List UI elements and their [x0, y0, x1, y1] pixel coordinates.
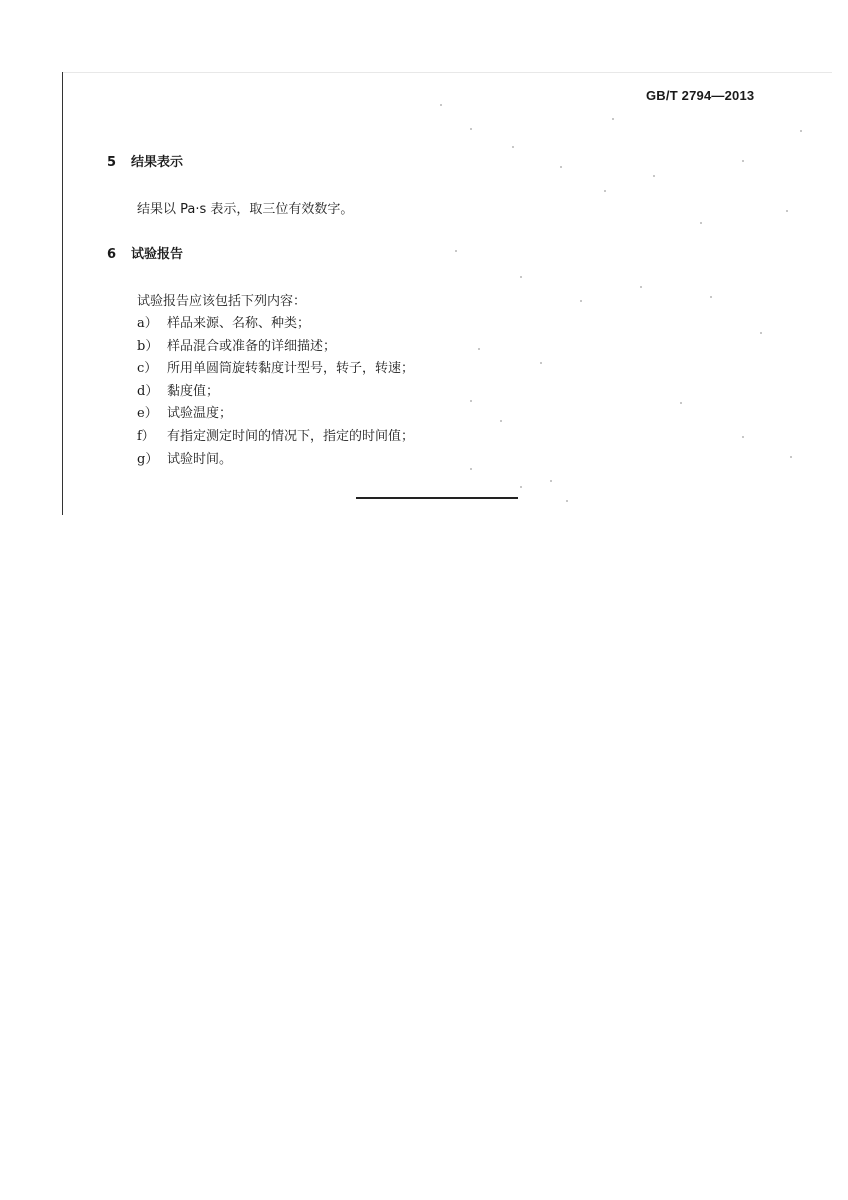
- list-item: [137, 312, 310, 331]
- section-6-heading: [107, 243, 183, 262]
- list-item: [137, 425, 414, 444]
- list-marker: g）: [137, 452, 159, 467]
- list-marker: f）: [137, 429, 155, 444]
- list-item-text: 样品混合或准备的详细描述；: [167, 339, 337, 354]
- list-item: [137, 335, 336, 354]
- list-marker: d）: [137, 384, 159, 399]
- list-marker: a）: [137, 316, 158, 331]
- section-number: 5: [107, 155, 117, 170]
- list-item: [137, 357, 414, 376]
- list-item-text: 样品来源、名称、种类；: [167, 316, 311, 331]
- list-item: [137, 402, 232, 421]
- list-marker: c）: [137, 361, 158, 376]
- end-of-document-rule: [356, 497, 518, 499]
- page-left-border: [62, 72, 63, 515]
- list-item-text: 所用单圆筒旋转黏度计型号，转子，转速；: [167, 361, 415, 376]
- list-item-text: 有指定测定时间的情况下，指定的时间值；: [167, 429, 415, 444]
- list-item: [137, 448, 232, 467]
- list-marker: e）: [137, 406, 158, 421]
- list-item-text: 黏度值；: [167, 384, 220, 399]
- section-5-heading: [107, 151, 183, 170]
- list-item: [137, 380, 219, 399]
- section-title: 试验报告: [131, 247, 184, 262]
- list-marker: b）: [137, 339, 159, 354]
- standard-code: GB/T 2794—2013: [646, 88, 755, 103]
- page-top-border: [62, 72, 832, 73]
- section-title: 结果表示: [131, 155, 184, 170]
- report-intro-paragraph: 试验报告应该包括下列内容：: [137, 294, 307, 309]
- list-item-text: 试验温度；: [167, 406, 233, 421]
- list-item-text: 试验时间。: [167, 452, 233, 467]
- result-expression-paragraph: 结果以 Pa·s 表示，取三位有效数字。: [137, 202, 354, 217]
- section-number: 6: [107, 247, 117, 262]
